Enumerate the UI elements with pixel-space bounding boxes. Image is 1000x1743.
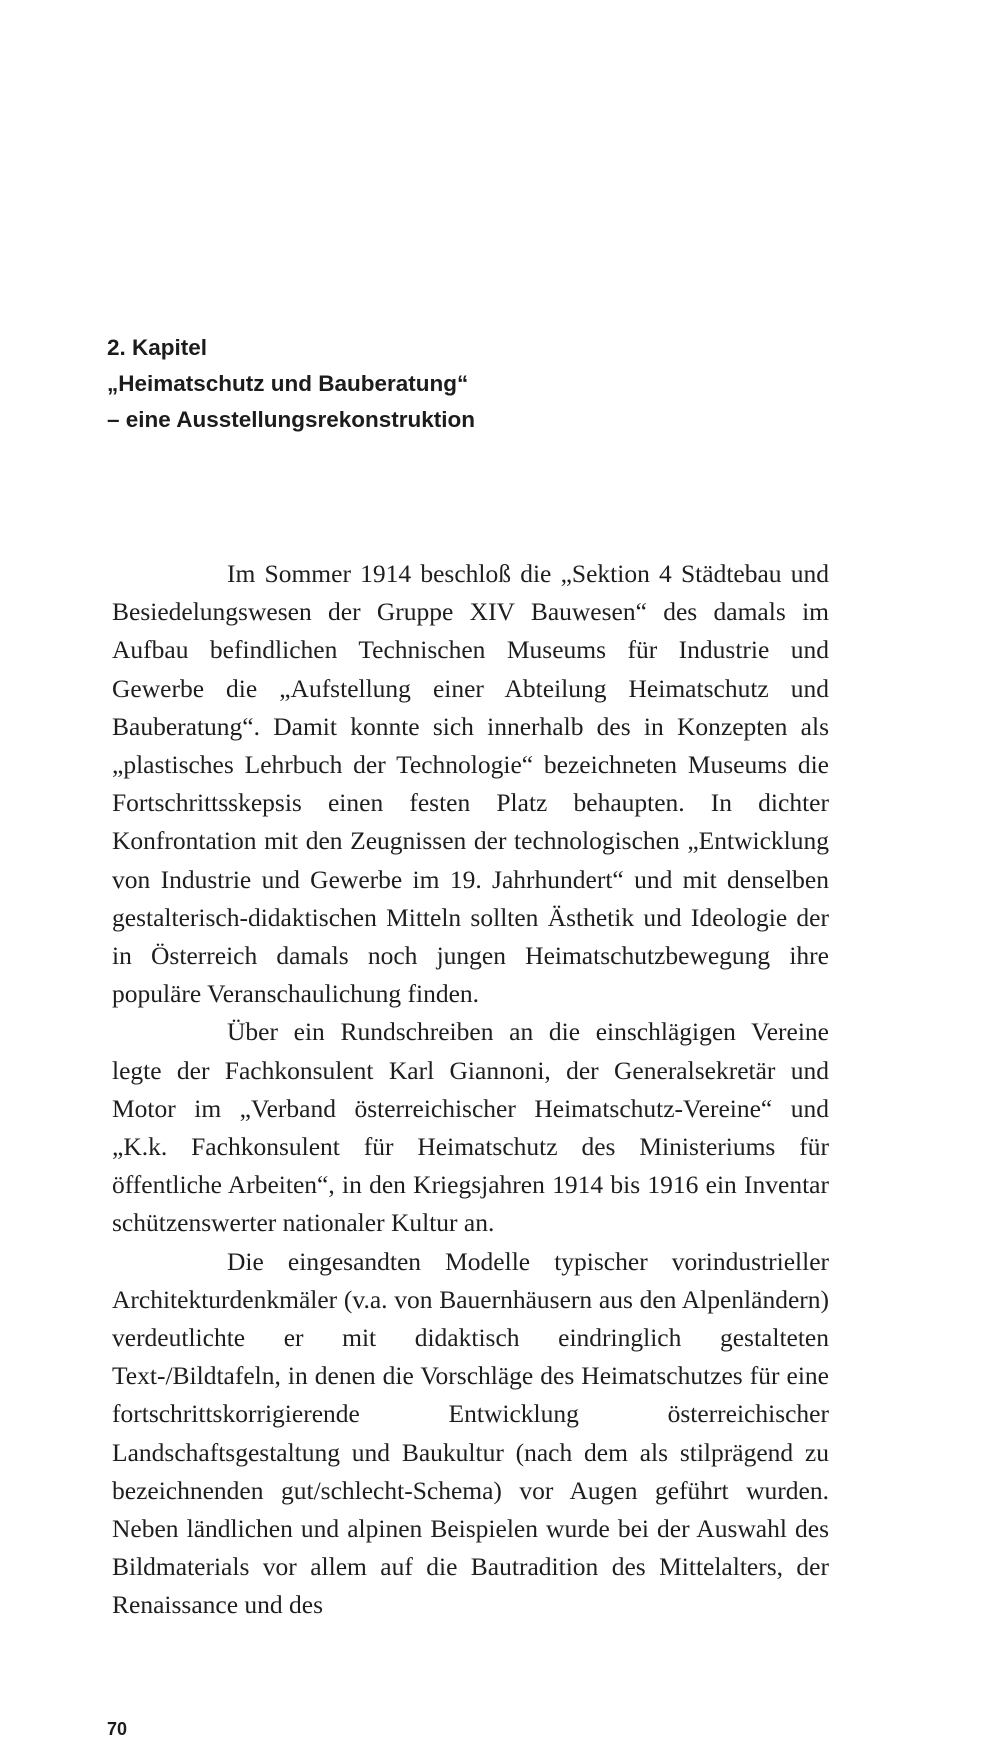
chapter-number: 2. Kapitel [107, 335, 208, 360]
chapter-title: „Heimatschutz und Bauberatung“ [107, 371, 469, 396]
paragraph: Die eingesandten Modelle typischer vorindustrieller Architekturdenkmäler (v.a. von Bauernhäusern aus den Alpenländern) verdeutlichte er mit didaktisch eindringlich gestalteten Text-/Bildtafeln, in denen die Vorschläge des Heimatschutzes für eine fortschrittskorrigierende Entwicklung österreichischer Landschaftsgestaltung und Baukultur (nach dem als stilprägend zu bezeichnenden gut/schlecht-Schema) vor Augen geführt wurden. Neben ländlichen und alpinen Beispielen wurde bei der Auswahl des Bildmaterials vor allem auf die Bautradition des Mittelalters, der Renaissance und des [112, 1246, 829, 1620]
chapter-subtitle: – eine Ausstellungsrekonstruktion [107, 407, 475, 432]
paragraph: Über ein Rundschreiben an die einschlägigen Vereine legte der Fachkonsulent Karl Giannoni, der Generalsekretär und Motor im „Verband österreichischer Heimatschutz-Vereine“ und „K.k. Fachkonsulent für Heimatschutz des Ministeriums für öffentliche Arbeiten“, in den Kriegsjahren 1914 bis 1916 ein Inventar schützenswerter nationaler Kultur an. [112, 1017, 829, 1238]
page-number: 70 [107, 1719, 128, 1739]
body-text [112, 555, 829, 1625]
paragraph: Im Sommer 1914 beschloß die „Sektion 4 Städtebau und Besiedelungswesen der Gruppe XIV Bauwesen“ des damals im Aufbau befindlichen Technischen Museums für Industrie und Gewerbe die „Aufstellung einer Abteilung Heimatschutz und Bauberatung“. Damit konnte sich innerhalb des in Konzepten als „plastisches Lehrbuch der Technologie“ bezeichneten Museums die Fortschrittsskepsis einen festen Platz behaupten. In dichter Konfrontation mit den Zeugnissen der technologischen „Entwicklung von Industrie und Gewerbe im 19. Jahrhundert“ und mit denselben gestalterisch-didaktischen Mitteln sollten Ästhetik und Ideologie der in Österreich damals noch jungen Heimatschutzbewegung ihre populäre Veranschaulichung finden. [112, 559, 829, 1009]
chapter-heading [107, 330, 807, 438]
